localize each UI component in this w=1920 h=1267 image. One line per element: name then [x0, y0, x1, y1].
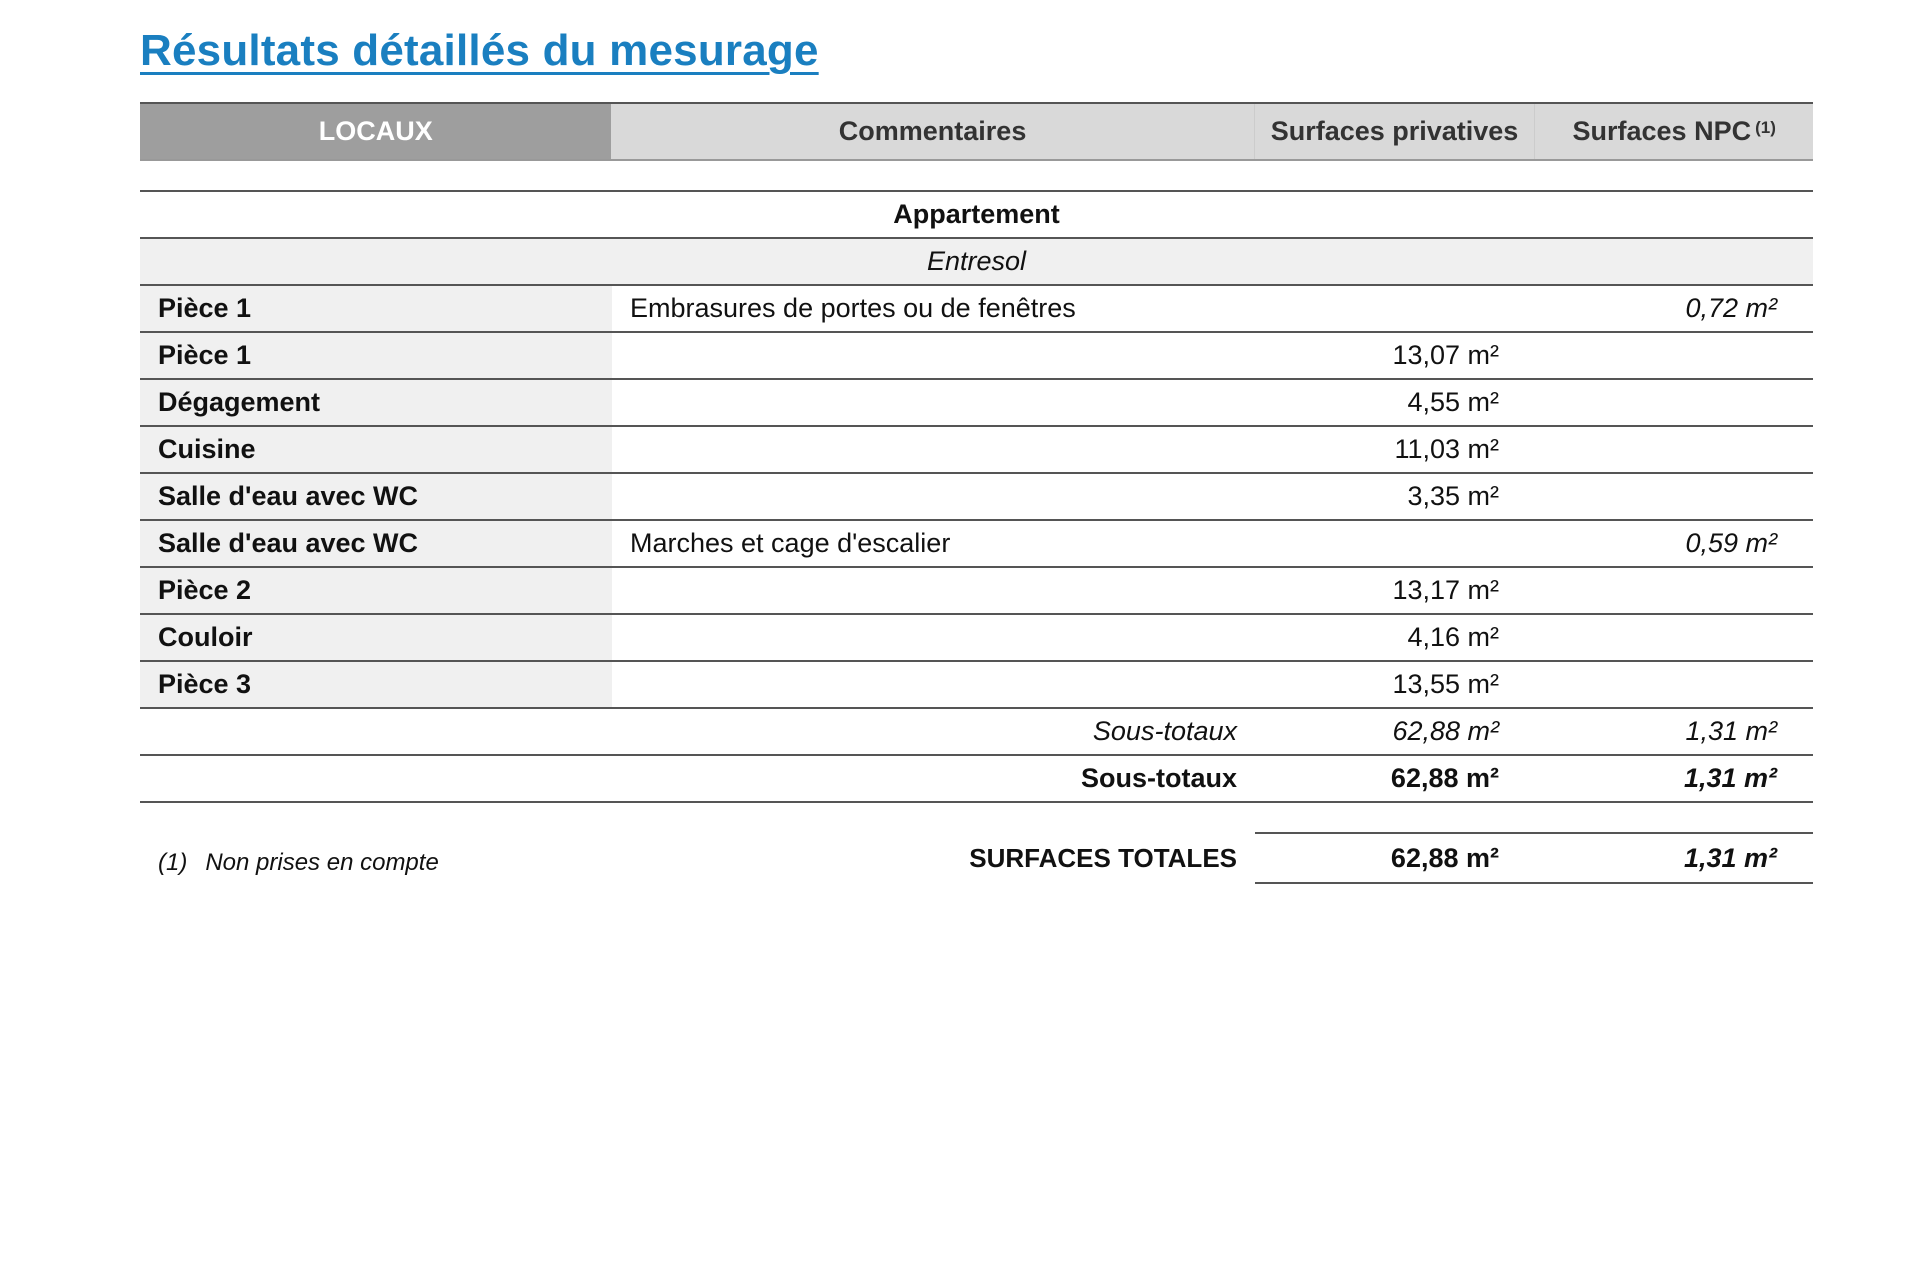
room-comment: [612, 662, 1255, 707]
header-npc-footnote-ref: (1): [1755, 117, 1776, 137]
room-name: Pièce 2: [140, 568, 612, 613]
header-spacer: [140, 161, 1813, 192]
room-surface-npc: [1535, 427, 1813, 472]
room-comment: [612, 427, 1255, 472]
room-comment: Marches et cage d'escalier: [630, 528, 951, 558]
room-comment: [612, 333, 1255, 378]
subtotal-level-label: Sous-totaux: [1092, 716, 1237, 746]
measurement-table: [140, 102, 1813, 884]
footnote-number: (1): [158, 849, 188, 876]
room-comment: [612, 474, 1255, 519]
room-comment: [612, 380, 1255, 425]
table-row: [140, 521, 1813, 568]
header-surfaces-privatives: Surfaces privatives: [1254, 104, 1535, 159]
subtotal-section-label: Sous-totaux: [1080, 763, 1237, 793]
section-row: [140, 192, 1813, 239]
room-name: Cuisine: [140, 427, 612, 472]
header-commentaires: Commentaires: [838, 116, 1027, 146]
room-surface-privative: [1255, 521, 1535, 566]
room-surface-npc: [1535, 474, 1813, 519]
room-surface-privative: [1255, 286, 1535, 331]
room-surface-privative: 4,55 m²: [1407, 387, 1499, 417]
room-surface-privative: 13,55 m²: [1392, 669, 1499, 699]
room-surface-npc: 0,72 m²: [1685, 293, 1777, 323]
room-surface-npc: [1535, 380, 1813, 425]
subtotal-level-npc: 1,31 m²: [1685, 716, 1777, 746]
room-name: Pièce 3: [140, 662, 612, 707]
room-surface-npc: [1535, 662, 1813, 707]
table-row: [140, 662, 1813, 709]
room-comment: Embrasures de portes ou de fenêtres: [630, 293, 1076, 323]
subtotal-level-row: [140, 709, 1813, 756]
subtotal-section-row: [140, 756, 1813, 803]
room-name: Pièce 1: [140, 333, 612, 378]
table-row: [140, 474, 1813, 521]
totals-npc: 1,31 m²: [1535, 832, 1813, 884]
table-row: [140, 286, 1813, 333]
room-surface-npc: 0,59 m²: [1685, 528, 1777, 558]
room-comment: [612, 615, 1255, 660]
room-name: Pièce 1: [140, 286, 612, 331]
totals-label: SURFACES TOTALES: [969, 842, 1237, 873]
room-name: Couloir: [140, 615, 612, 660]
table-row: [140, 427, 1813, 474]
room-surface-privative: 3,35 m²: [1407, 481, 1499, 511]
room-surface-npc: [1535, 568, 1813, 613]
table-header: [140, 102, 1813, 161]
room-surface-privative: 13,07 m²: [1392, 340, 1499, 370]
section-title: Appartement: [893, 199, 1060, 229]
subsection-row: [140, 239, 1813, 286]
room-surface-npc: [1535, 333, 1813, 378]
subtotal-section-npc: 1,31 m²: [1683, 763, 1777, 793]
header-locaux: LOCAUX: [140, 104, 611, 159]
room-rows: [140, 286, 1813, 709]
room-surface-privative: 4,16 m²: [1407, 622, 1499, 652]
room-surface-privative: 13,17 m²: [1392, 575, 1499, 605]
room-name: Salle d'eau avec WC: [140, 474, 612, 519]
table-row: [140, 380, 1813, 427]
table-row: [140, 333, 1813, 380]
table-row: [140, 568, 1813, 615]
header-npc-label: Surfaces NPC: [1572, 116, 1752, 146]
room-name: Salle d'eau avec WC: [140, 521, 612, 566]
subtotal-section-privative: 62,88 m²: [1390, 763, 1499, 793]
page-title: Résultats détaillés du mesurage: [140, 26, 819, 75]
room-surface-npc: [1535, 615, 1813, 660]
footnote: [140, 832, 612, 884]
room-comment: [612, 568, 1255, 613]
subsection-title: Entresol: [926, 246, 1027, 276]
totals-row: [140, 832, 1813, 884]
footnote-text: Non prises en compte: [205, 849, 439, 876]
header-surfaces-npc: [1534, 104, 1813, 159]
subtotal-level-privative: 62,88 m²: [1392, 716, 1499, 746]
room-name: Dégagement: [140, 380, 612, 425]
table-row: [140, 615, 1813, 662]
totals-privative: 62,88 m²: [1255, 832, 1535, 884]
room-surface-privative: 11,03 m²: [1394, 434, 1499, 464]
